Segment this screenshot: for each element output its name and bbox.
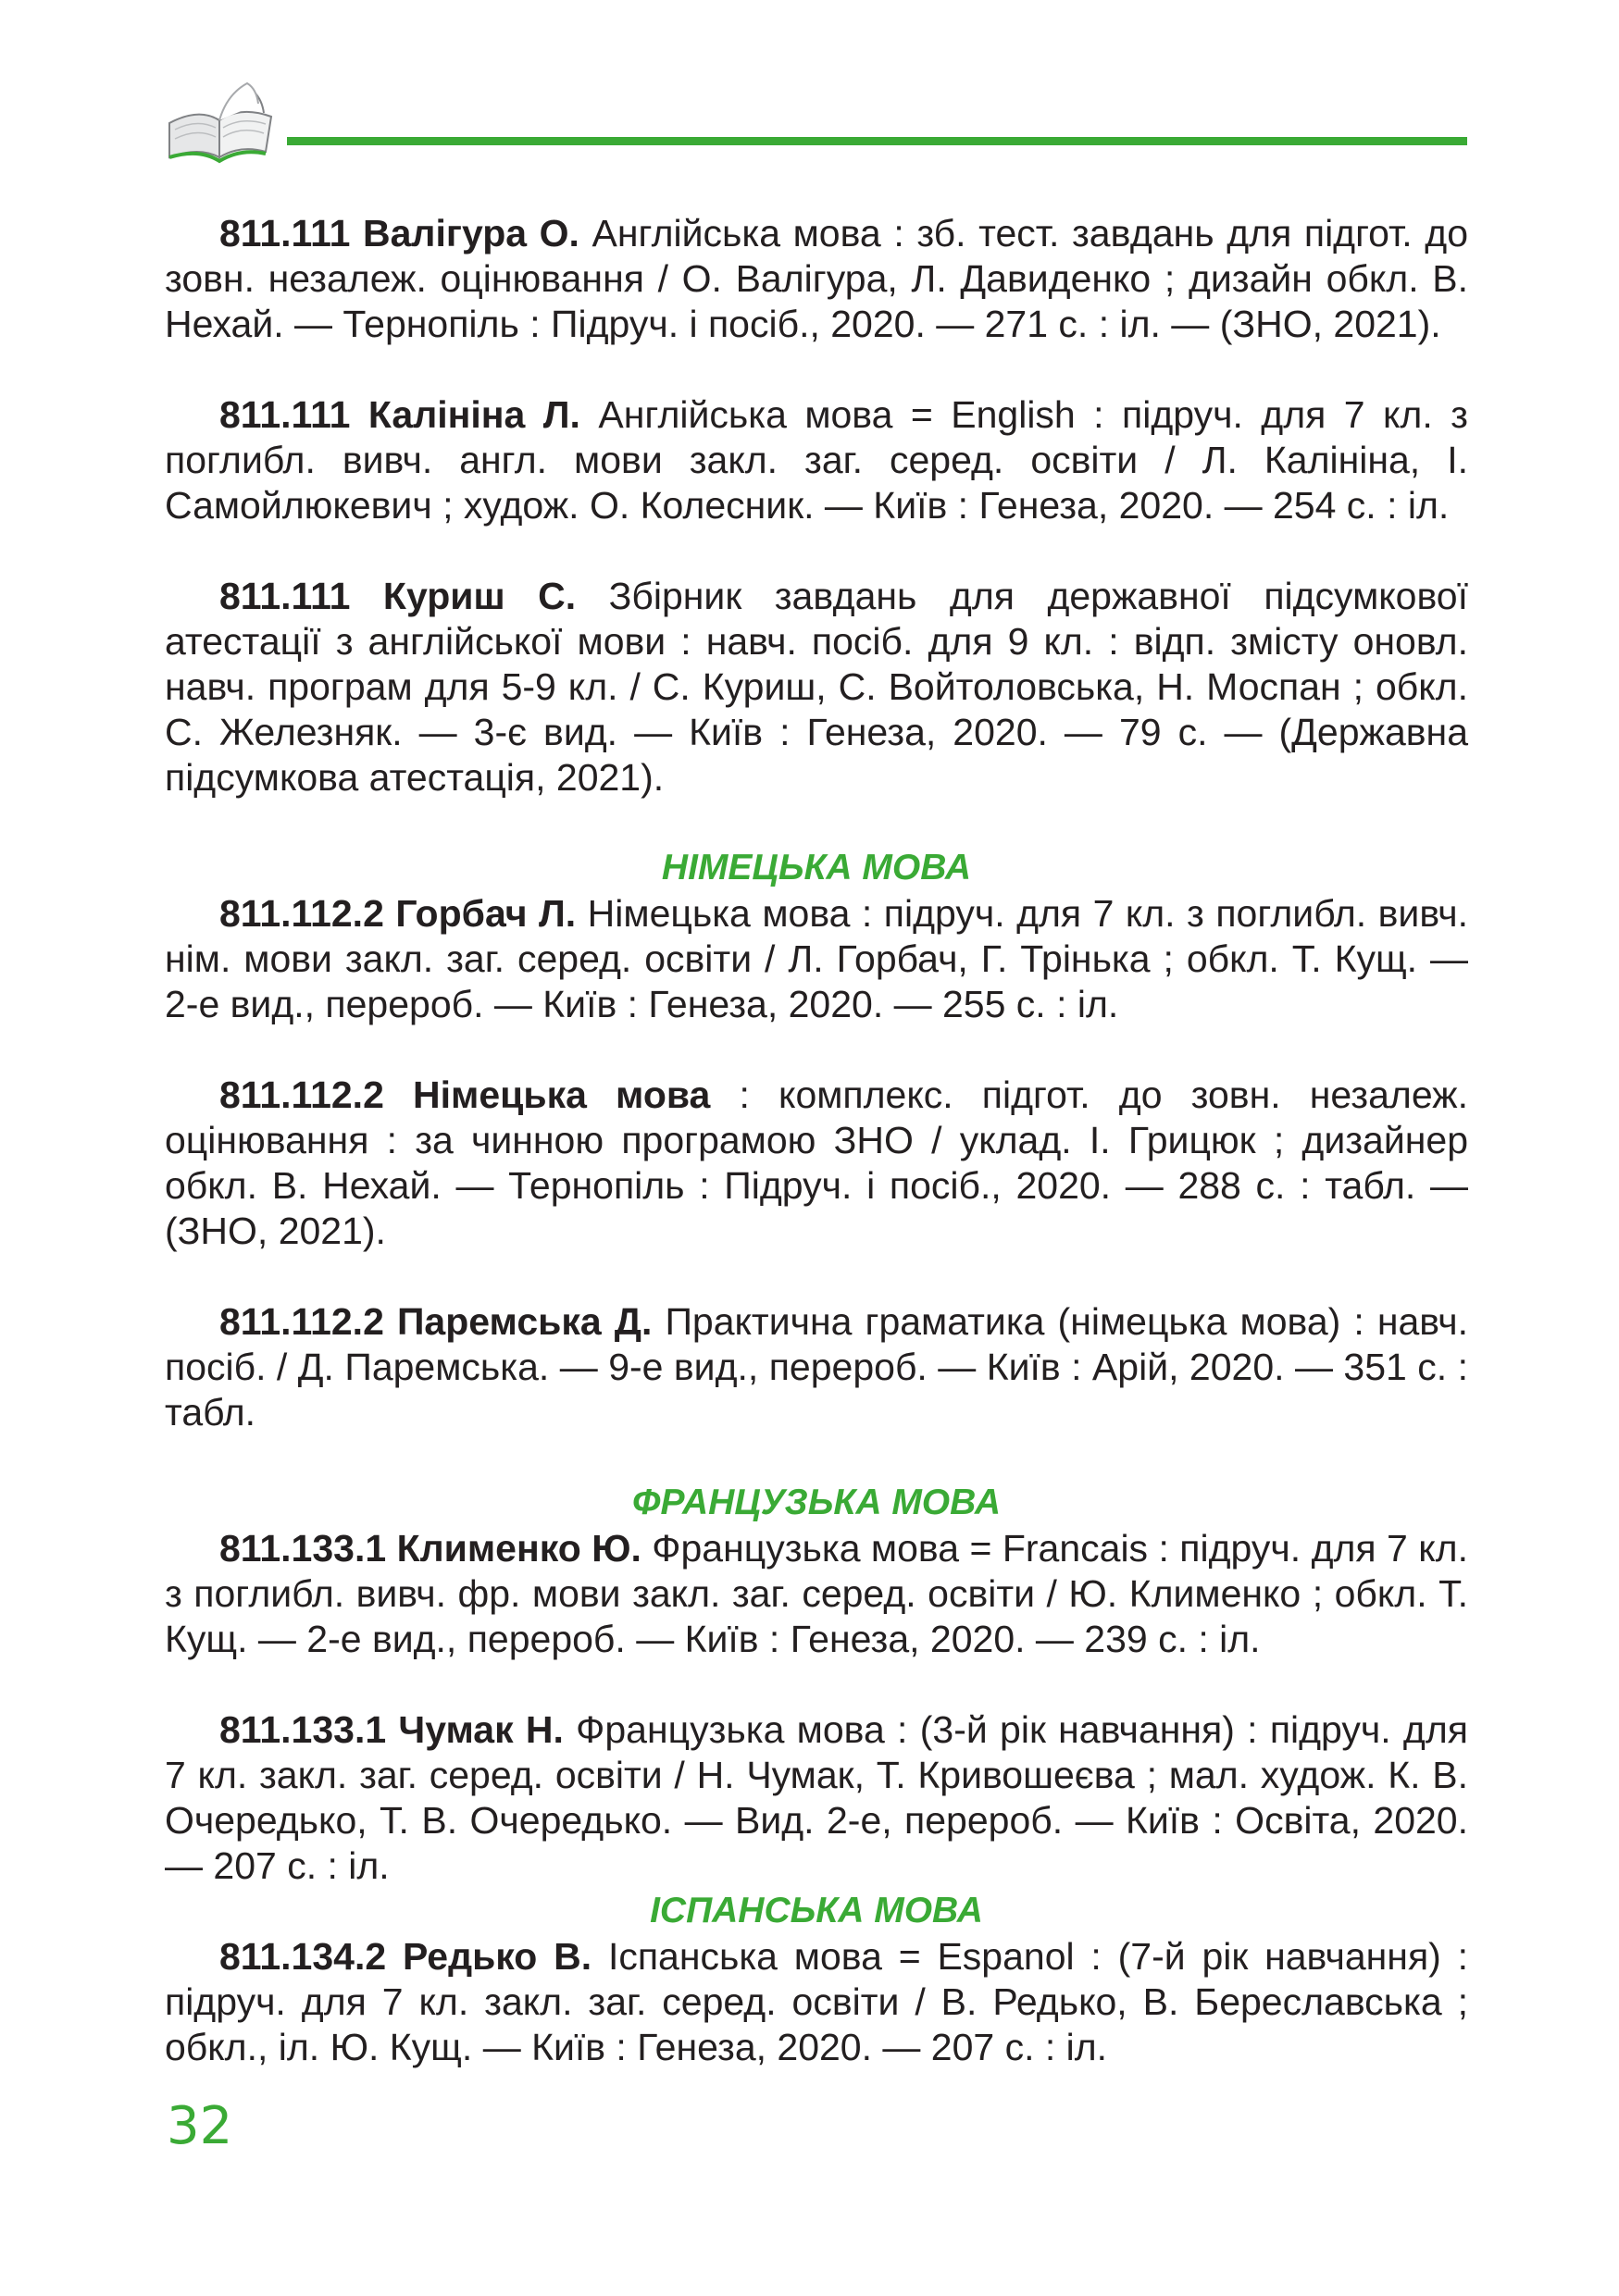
entry-text: Збірник завдань для державної підсумкової атестації з англійської мови : навч. посіб. для 9 кл. : відп. змісту оновл. навч. програм для 5-9 кл. / С. Куриш, С. Войтоловська, Н. Моспан ; обкл. С. Железняк. — 3-є вид. — Київ : Генеза, 2020. — 79 с. — (Державна підсумкова атестація, 2021).	[165, 575, 1468, 799]
section-heading-french: ФРАНЦУЗЬКА МОВА	[632, 1483, 1001, 1522]
entry	[165, 1073, 1468, 1254]
entry-heading: 811.133.1 Клименко Ю.	[219, 1527, 641, 1570]
entry	[165, 1934, 1468, 2070]
entry-text: : комплекс. підгот. до зовн. незалеж. оцінювання : за чинною програмою ЗНО / уклад. І. Грицюк ; дизайнер обкл. В. Нехай. — Тернопіль : Підруч. і посіб., 2020. — 288 с. : табл. — (ЗНО, 2021).	[165, 1074, 1468, 1252]
entry-heading: 811.111 Валігура О.	[219, 212, 579, 254]
entry-text: Практична граматика (німецька мова) : навч. посіб. / Д. Паремська. — 9-е вид., перероб. — Київ : Арій, 2020. — 351 с. : табл.	[165, 1300, 1468, 1433]
entry-heading: 811.111 Калініна Л.	[219, 393, 580, 436]
section-heading-spanish: ІСПАНСЬКА МОВА	[650, 1891, 983, 1930]
entry-heading: 811.111 Куриш С.	[219, 575, 577, 617]
entry-heading: 811.112.2 Паремська Д.	[219, 1300, 653, 1343]
entry-text: Французька мова : (3-й рік навчання) : підруч. для 7 кл. закл. заг. серед. освіти / Н. Чумак, Т. Кривошеєва ; мал. худож. К. В. Очередько, Т. В. Очередько. — Вид. 2-е, перероб. — Київ : Освіта, 2020. — 207 с. : іл.	[165, 1708, 1468, 1887]
entry-text: Англійська мова = English : підруч. для 7 кл. з поглибл. вивч. англ. мови закл. заг. серед. освіти / Л. Калініна, І. Самойлюкевич ; худож. О. Колесник. — Київ : Генеза, 2020. — 254 с. : іл.	[165, 393, 1468, 527]
open-book-icon	[162, 72, 278, 165]
section-heading-german: НІМЕЦЬКА МОВА	[661, 848, 972, 887]
entry	[165, 1526, 1468, 1662]
entry	[165, 574, 1468, 800]
entry-heading: 811.133.1 Чумак Н.	[219, 1708, 564, 1751]
entry	[165, 392, 1468, 528]
header-rule	[287, 137, 1467, 145]
entry-heading: 811.134.2 Редько В.	[219, 1935, 592, 1978]
entry	[165, 891, 1468, 1027]
entry-heading: 811.112.2 Горбач Л.	[219, 892, 577, 935]
entry	[165, 1707, 1468, 1889]
bibliography	[165, 211, 1468, 2070]
entry-text: Іспанська мова = Espanol : (7-й рік навчання) : підруч. для 7 кл. закл. заг. серед. освіти / В. Редько, В. Береславська ; обкл., іл. Ю. Кущ. — Київ : Генеза, 2020. — 207 с. : іл.	[165, 1935, 1468, 2068]
page-number: 32	[167, 2096, 233, 2156]
entry-text: Французька мова = Francais : підруч. для 7 кл. з поглибл. вивч. фр. мови закл. заг. серед. освіти / Ю. Клименко ; обкл. Т. Кущ. — 2-е вид., перероб. — Київ : Генеза, 2020. — 239 с. : іл.	[165, 1527, 1468, 1660]
entry	[165, 1299, 1468, 1435]
entry-heading: 811.112.2 Німецька мова	[219, 1074, 711, 1116]
entry-text: Німецька мова : підруч. для 7 кл. з поглибл. вивч. нім. мови закл. заг. серед. освіти / Л. Горбач, Г. Трінька ; обкл. Т. Кущ. — 2-е вид., перероб. — Київ : Генеза, 2020. — 255 с. : іл.	[165, 892, 1469, 1025]
entry	[165, 211, 1468, 347]
entry-text: Англійська мова : зб. тест. завдань для підгот. до зовн. незалеж. оцінювання / О. Валігура, Л. Давиденко ; дизайн обкл. В. Нехай. — Тернопіль : Підруч. і посіб., 2020. — 271 с. : іл. — (ЗНО, 2021).	[165, 212, 1469, 345]
